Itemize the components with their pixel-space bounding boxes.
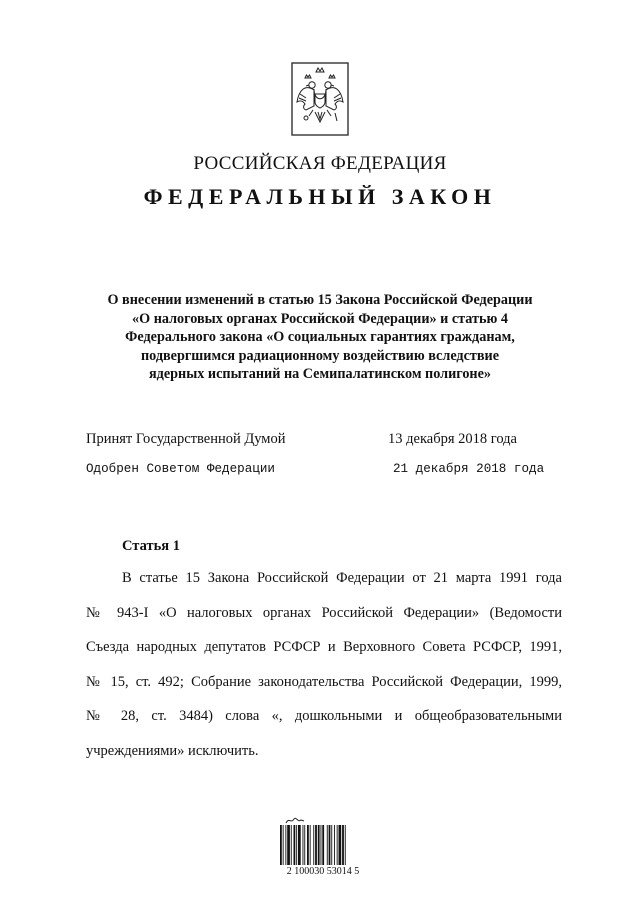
- barcode-stripe: [334, 825, 335, 865]
- law-title-line: «О налоговых органах Российской Федерации» и статью 4: [132, 310, 508, 327]
- country-heading: РОССИЙСКАЯ ФЕДЕРАЦИЯ: [193, 153, 447, 174]
- barcode-stripe: [321, 825, 322, 865]
- duma-adoption-label: Принят Государственной Думой: [86, 431, 286, 447]
- barcode-stripe: [285, 825, 286, 865]
- barcode-number: 2 100030 53014 5: [286, 866, 360, 877]
- barcode-stripe: [296, 825, 297, 865]
- law-type-heading: ФЕДЕРАЛЬНЫЙ ЗАКОН: [143, 184, 497, 209]
- article-1-line: № 15, ст. 492; Собрание законодательства Российской Федерации, 1999,: [86, 673, 562, 690]
- barcode-stripe: [329, 825, 331, 865]
- barcode-stripe: [327, 825, 328, 865]
- barcode-stripe: [298, 825, 301, 865]
- law-title-line: ядерных испытаний на Семипалатинском полигоне»: [148, 366, 491, 382]
- barcode-stripe: [318, 825, 320, 865]
- barcode-block: [279, 815, 367, 881]
- barcode-stripe: [339, 825, 342, 865]
- barcode-stripe: [337, 825, 338, 865]
- barcode-stripe: [303, 825, 304, 865]
- barcode-icon: [279, 825, 367, 865]
- law-title-line: Федерального закона «О социальных гарантиях гражданам,: [125, 329, 515, 345]
- barcode-stripe: [294, 825, 296, 865]
- barcode-stripe: [345, 825, 346, 865]
- barcode-stripe: [331, 825, 332, 865]
- article-1-line: учреждениями» исключить.: [86, 742, 259, 759]
- barcode-stripe: [283, 825, 284, 865]
- article-1-line: В статье 15 Закона Российской Федерации от 21 марта 1991 года: [122, 570, 562, 586]
- council-approval-date: 21 декабря 2018 года: [393, 462, 545, 476]
- law-title: [70, 291, 570, 384]
- barcode-stripe: [342, 825, 344, 865]
- barcode-stripe: [287, 825, 290, 865]
- article-1-heading: Статья 1: [122, 538, 180, 554]
- barcode-stripe: [291, 825, 292, 865]
- article-1-line: Съезда народных депутатов РСФСР и Верховного Совета РСФСР, 1991,: [86, 639, 562, 656]
- article-1-line: № 28, ст. 3484) слова «, дошкольными и общеобразовательными: [86, 708, 562, 725]
- law-title-line: О внесении изменений в статью 15 Закона Российской Федерации: [107, 292, 533, 308]
- russian-coat-of-arms-icon: [291, 62, 349, 136]
- signature-mark-icon: [285, 815, 305, 825]
- barcode-stripe: [322, 825, 324, 865]
- article-1-body: [86, 570, 562, 778]
- barcode-stripe: [280, 825, 282, 865]
- barcode-stripe: [304, 825, 305, 865]
- barcode-stripe: [310, 825, 311, 865]
- article-1-line: № 943-I «О налоговых органах Российской Федерации» (Ведомости: [86, 604, 562, 621]
- barcode-stripe: [307, 825, 309, 865]
- council-approval-label: Одобрен Советом Федерации: [86, 462, 275, 476]
- barcode-stripe: [315, 825, 317, 865]
- law-title-line: подвергшимся радиационному воздействию вследствие: [140, 347, 500, 364]
- duma-adoption-date: 13 декабря 2018 года: [388, 431, 517, 447]
- barcode-stripe: [313, 825, 314, 865]
